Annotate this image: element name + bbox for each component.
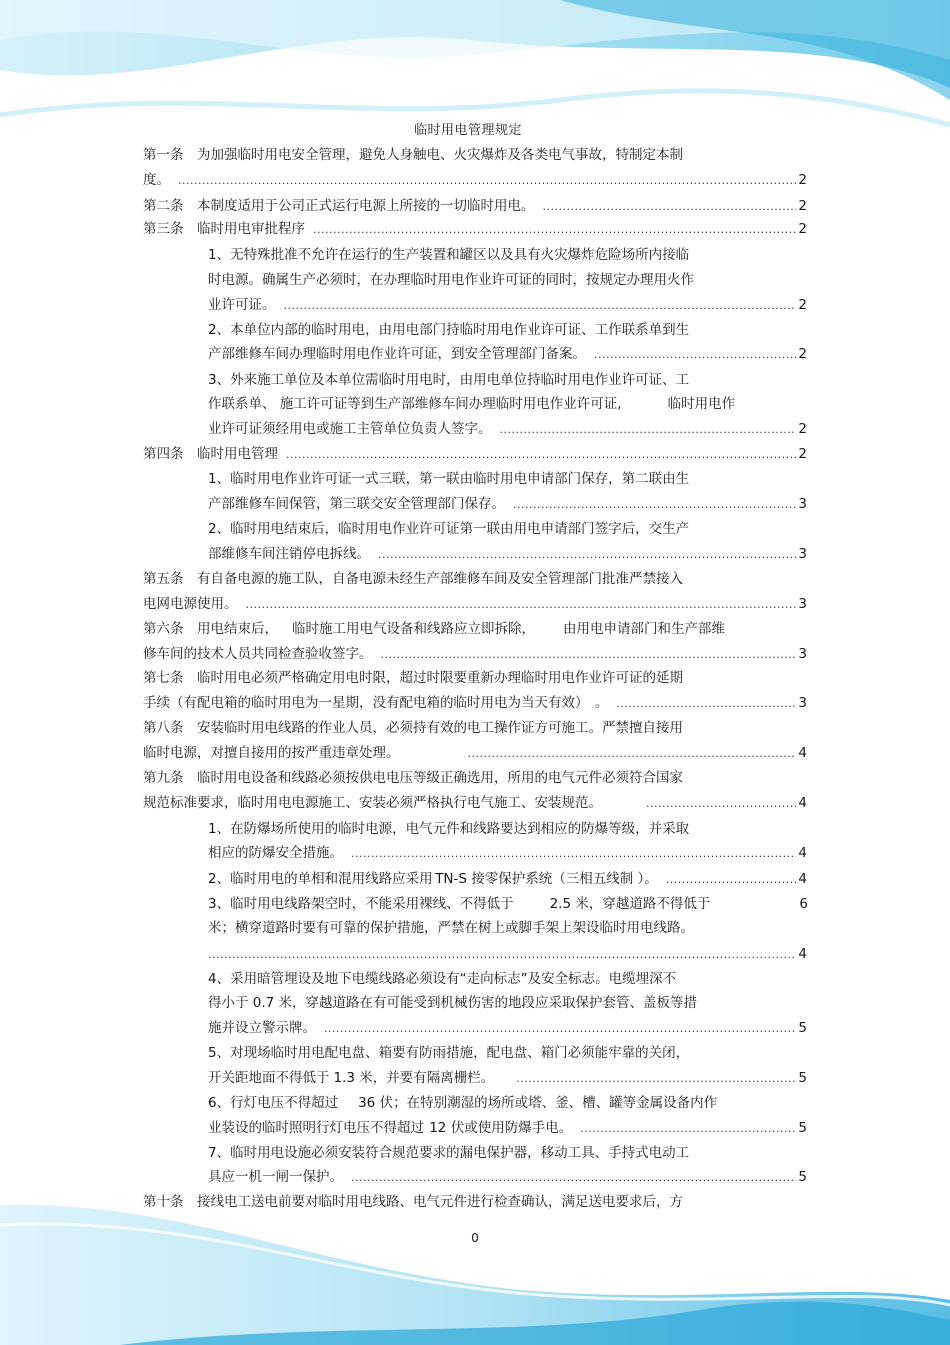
- toc-line: 具应一机一闸一保护。 ..... 5: [208, 1167, 807, 1187]
- toc-line: 度。 ..... 2: [143, 170, 807, 190]
- toc-line: 临时电源，对擅自接用的按严重违章处理。 ..... 4: [143, 743, 807, 763]
- toc-line: 3、临时用电线路架空时，不能采用裸线、不得低于 2.5 米，穿越道路不得低于 6: [208, 896, 808, 912]
- toc-line: 作联系单、 施工许可证等到生产部维修车间办理临时用电作业许可证, 临时用电作: [208, 396, 736, 412]
- toc-line: 3、外来施工单位及本单位需临时用电时，由用电单位持临时用电作业许可证、工: [208, 372, 690, 388]
- toc-line: 6、行灯电压不得超过 36 伏；在特别潮湿的场所或塔、釜、槽、罐等金属设备内作: [208, 1095, 718, 1111]
- toc-line: 第六条 用电结束后， 临时施工用电气设备和线路应立即拆除， 由用电申请部门和生产部维: [143, 621, 725, 637]
- toc-line: 施并设立警示牌。 ..... 5: [208, 1018, 807, 1038]
- toc-line: 第四条 临时用电管理 ..... 2: [143, 444, 807, 464]
- toc-line: 第八条 安装临时用电线路的作业人员，必须持有效的电工操作证方可施工。严禁擅自接用: [143, 720, 683, 736]
- toc-line: 手续（有配电箱的临时用电为一星期，没有配电箱的临时用电为当天有效） 。 ..... 3: [143, 693, 807, 713]
- toc-line: 第十条 接线电工送电前要对临时用电线路、电气元件进行检查确认，满足送电要求后，方: [143, 1194, 683, 1210]
- page-number: 0: [471, 1231, 479, 1245]
- document-title: 临时用电管理规定: [413, 123, 522, 138]
- toc-line: 米；横穿道路时要有可靠的保护措施，严禁在树上或脚手架上架设临时用电线路。: [208, 920, 694, 936]
- toc-line: ..... 4: [208, 944, 807, 964]
- toc-line: 相应的防爆安全措施。 ..... 4: [208, 843, 807, 863]
- toc-line: 第七条 临时用电必须严格确定用电时限，超过时限要重新办理临时用电作业许可证的延期: [143, 670, 683, 686]
- toc-line: 业许可证。 ..... 2: [208, 295, 807, 315]
- toc-line: 规范标准要求，临时用电电源施工、安装必须严格执行电气施工、安装规范。 ..... 4: [143, 793, 807, 813]
- toc-line: 电网电源使用。 ..... 3: [143, 594, 807, 614]
- toc-line: 5、对现场临时用电配电盘、箱要有防雨措施，配电盘、箱门必须能牢靠的关闭，: [208, 1045, 690, 1061]
- toc-line: 业许可证须经用电或施工主管单位负责人签字。 ..... 2: [208, 419, 807, 439]
- toc-line: 第三条 临时用电审批程序 ..... 2: [143, 219, 807, 239]
- toc-line: 4、采用暗管埋设及地下电缆线路必须设有“走向标志”及安全标志。电缆埋深不: [208, 971, 677, 987]
- toc-line: 1、无特殊批准不允许在运行的生产装置和罐区以及具有火灾爆炸危险场所内接临: [208, 247, 690, 263]
- toc-line: 2、临时用电的单相和混用线路应采用 TN-S 接零保护系统（三相五线制 ）。 ..... 4: [208, 869, 807, 889]
- toc-line: 产部维修车间保管，第三联交安全管理部门保存。 ..... 3: [208, 494, 807, 514]
- toc-line: 1、在防爆场所使用的临时电源，电气元件和线路要达到相应的防爆等级，并采取: [208, 821, 690, 837]
- toc-line: 产部维修车间办理临时用电作业许可证，到安全管理部门备案。 ..... 2: [208, 344, 807, 364]
- toc-line: 部维修车间注销停电拆线。 ..... 3: [208, 544, 807, 564]
- toc-line: 得小于 0.7 米，穿越道路在有可能受到机械伤害的地段应采取保护套管、盖板等措: [208, 995, 698, 1011]
- toc-line: 7、临时用电设施必须安装符合规范要求的漏电保护器，移动工具、手持式电动工: [208, 1145, 690, 1161]
- toc-line: 2、临时用电结束后，临时用电作业许可证第一联由用电申请部门签字后，交生产: [208, 521, 690, 537]
- toc-line: 时电源。确属生产必须时，在办理临时用电作业许可证的同时，按规定办理用火作: [208, 272, 694, 288]
- toc-line: 第五条 有自备电源的施工队，自备电源未经生产部维修车间及安全管理部门批准严禁接入: [143, 571, 683, 587]
- toc-line: 修车间的技术人员共同检查验收签字。 ..... 3: [143, 644, 807, 664]
- toc-line: 2、本单位内部的临时用电，由用电部门持临时用电作业许可证、工作联系单到生: [208, 322, 690, 338]
- toc-line: 1、临时用电作业许可证一式三联，第一联由临时用电申请部门保存，第二联由生: [208, 471, 690, 487]
- toc-line: 第九条 临时用电设备和线路必须按供电电压等级正确选用，所用的电气元件必须符合国家: [143, 770, 683, 786]
- toc-line: 第二条 本制度适用于公司正式运行电源上所接的一切临时用电。 ..... 2: [143, 196, 807, 216]
- toc-line: 开关距地面不得低于 1.3 米，并要有隔离栅栏。 ..... 5: [208, 1068, 807, 1088]
- toc-line: 业装设的临时照明行灯电压不得超过 12 伏或使用防爆手电。 ..... 5: [208, 1118, 807, 1138]
- toc-line: 第一条 为加强临时用电安全管理，避免人身触电、火灾爆炸及各类电气事故，特制定本制: [143, 147, 683, 163]
